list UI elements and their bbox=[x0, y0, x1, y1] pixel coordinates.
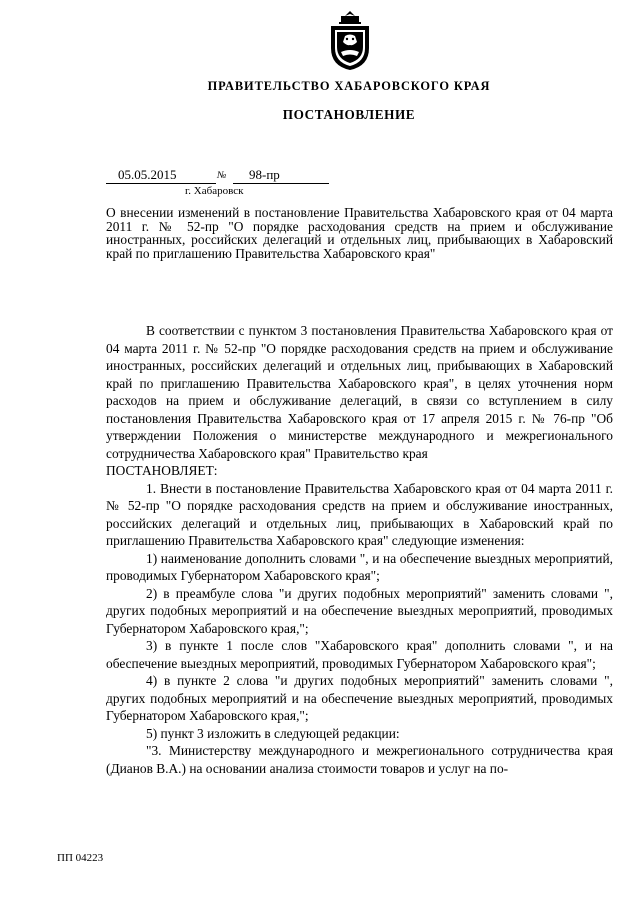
document-subject: О внесении изменений в постановление Правительства Хабаровского края от 04 марта 2011 г. № 52-пр "О порядке расходования средств на прием и обслуживание иностранных, российских делегаций и отдельных лиц, прибывающих в Хабаровский край по приглашению Правительства Хабаровского края" bbox=[106, 205, 613, 261]
document-city: г. Хабаровск bbox=[185, 185, 244, 197]
subitem-2-paragraph: 2) в преамбуле слова "и других подобных мероприятий" заменить словами ", других подобных мероприятий и на обеспечение выездных мероприятий, проводимых Губернатором Хабаровского края,"; bbox=[106, 585, 613, 636]
subitem-5-paragraph: 5) пункт 3 изложить в следующей редакции: bbox=[146, 725, 400, 741]
government-name: ПРАВИТЕЛЬСТВО ХАБАРОВСКОГО КРАЯ bbox=[207, 79, 491, 93]
number-sign: № bbox=[217, 170, 227, 181]
subitem-3-paragraph: 3) в пункте 1 после слов "Хабаровского края" дополнить словами ", и на обеспечение выездных мероприятий, проводимых Губернатором Хабаровского края"; bbox=[106, 638, 613, 671]
subitem-4-paragraph: 4) в пункте 2 слова "и других подобных мероприятий" заменить словами ", других подобных мероприятий и на обеспечение выездных мероприятий, проводимых Губернатором Хабаровского края,"; bbox=[106, 673, 613, 723]
subitem-1-paragraph: 1) наименование дополнить словами ", и на обеспечение выездных мероприятий, проводимых Губернатором Хабаровского края"; bbox=[106, 550, 613, 583]
document-number: 98-пр bbox=[233, 167, 329, 184]
preamble-paragraph: В соответствии с пунктом 3 постановления Правительства Хабаровского края от 04 марта 2011 г. № 52-пр "О порядке расходования средств на прием и обслуживание иностранных, российских делегаций и отдельных лиц, прибывающих в Хабаровский край по приглашению Правительства Хабаровского края", в целях уточнения норм расходов на прием и обслуживание делегаций, в связи со вступлением в силу постановления Правительства Хабаровского края от 17 апреля 2015 г. № 76-пр "Об утверждении Положения о министерстве международного и межрегионального сотрудничества Хабаровского края" Правительство края bbox=[106, 323, 613, 461]
document-type: ПОСТАНОВЛЕНИЕ bbox=[282, 107, 416, 122]
item-1-paragraph: 1. Внести в постановление Правительства Хабаровского края от 04 марта 2011 г. № 52-пр "О порядке расходования средств на прием и обслуживание иностранных, российских делегаций и отдельных лиц, прибывающих в Хабаровский край по приглашению Правительства Хабаровского края" следующие изменения: bbox=[106, 480, 613, 548]
document-body bbox=[106, 322, 613, 777]
decree-word: ПОСТАНОВЛЯЕТ: bbox=[106, 463, 218, 478]
document-date: 05.05.2015 bbox=[106, 167, 216, 184]
quote-paragraph: "3. Министерству международного и межрегионального сотрудничества края (Дианов В.А.) на основании анализа стоимости товаров и услуг на по- bbox=[106, 743, 613, 776]
footer-code: ПП 04223 bbox=[57, 852, 104, 864]
khabarovsk-coat-of-arms-icon bbox=[327, 8, 373, 72]
